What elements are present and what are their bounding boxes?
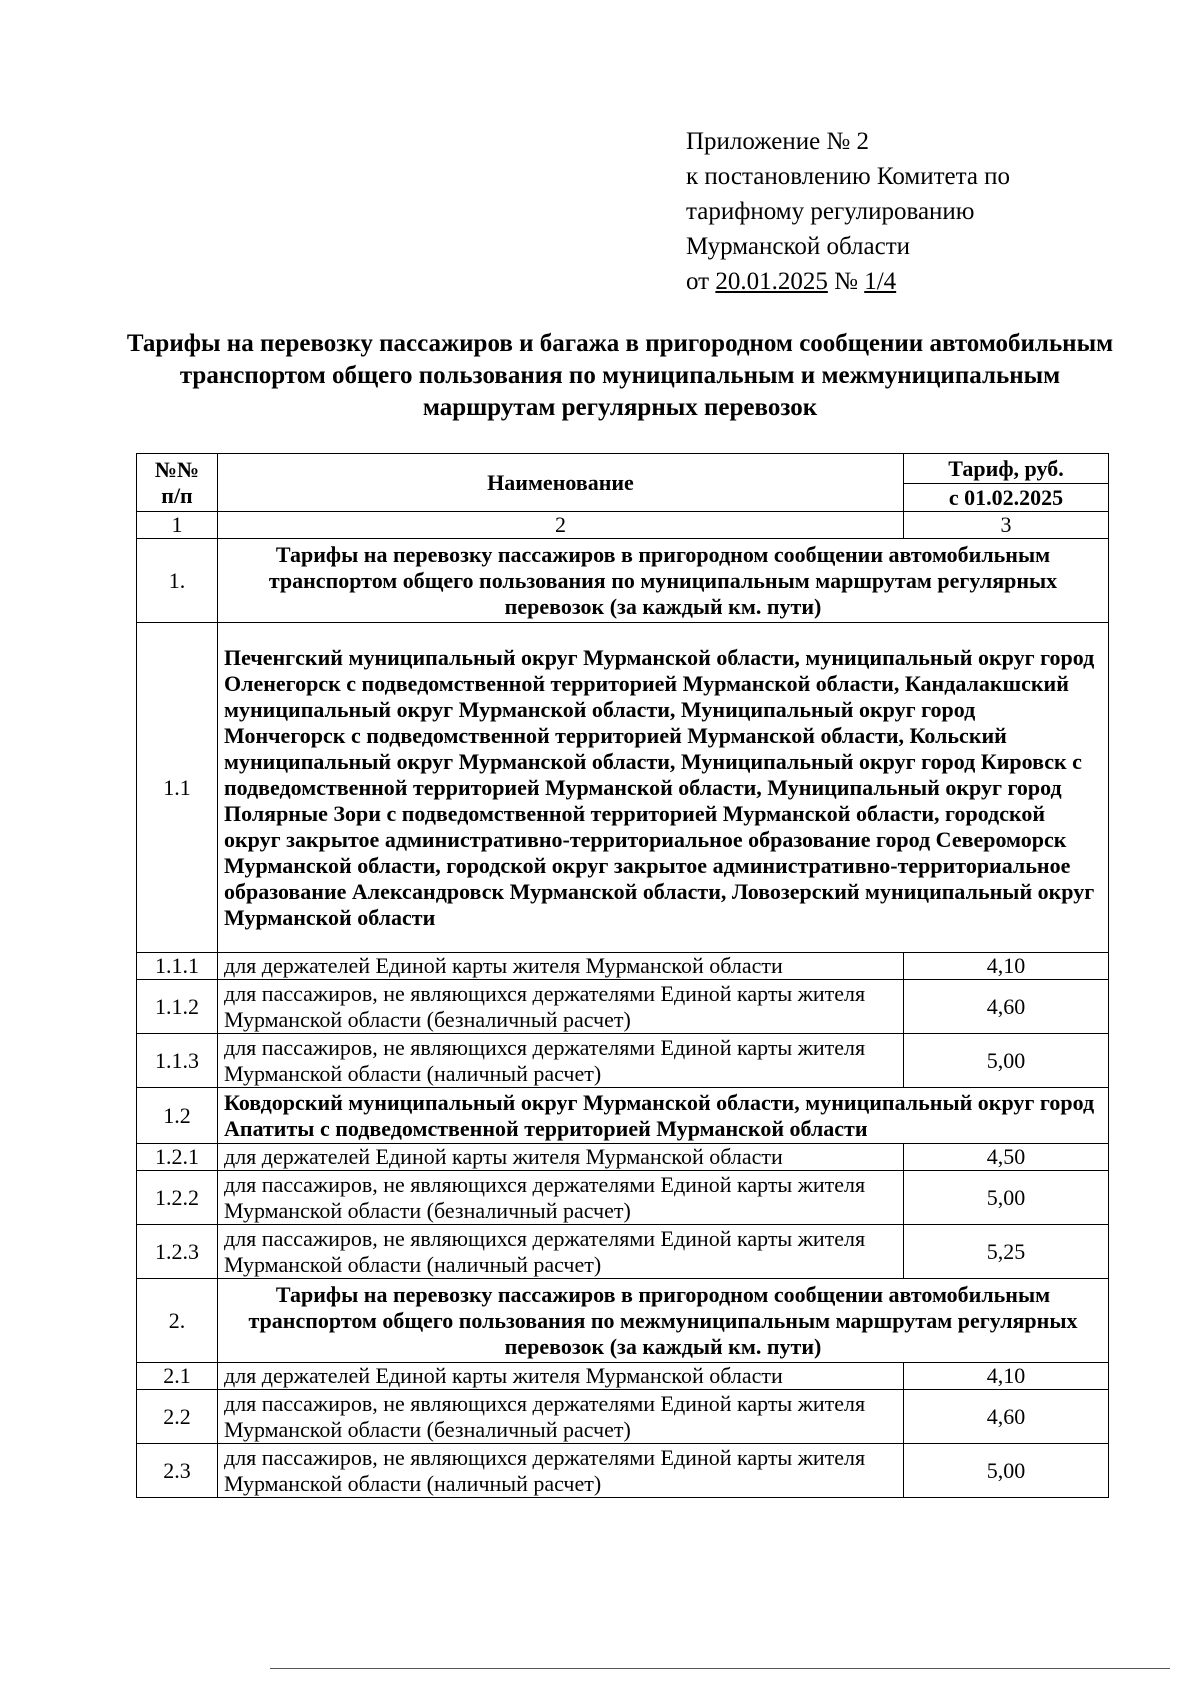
row-tariff: 5,00	[904, 1034, 1109, 1088]
row-tariff: 4,50	[904, 1144, 1109, 1171]
row-num: 2.1	[137, 1363, 218, 1390]
appendix-line-1: Приложение № 2	[686, 128, 870, 155]
tariff-table	[136, 453, 1109, 1498]
row-num: 1.2.1	[137, 1144, 218, 1171]
resolution-date: 20.01.2025	[715, 268, 828, 295]
row-tariff: 4,10	[904, 1363, 1109, 1390]
row-name: для пассажиров, не являющихся держателями Единой карты жителя Мурманской области (безналичный расчет)	[218, 1171, 904, 1225]
row-num: 1.1.1	[137, 953, 218, 980]
row-name: для пассажиров, не являющихся держателями Единой карты жителя Мурманской области (наличный расчет)	[218, 1034, 904, 1088]
header-date: с 01.02.2025	[904, 484, 1109, 512]
header-tariff: Тариф, руб.	[904, 454, 1109, 484]
row-tariff: 4,60	[904, 980, 1109, 1034]
appendix-date-line	[686, 264, 1010, 299]
table-row	[137, 1225, 1109, 1279]
column-index-3: 3	[904, 512, 1109, 539]
row-num: 2.	[137, 1279, 218, 1363]
bottom-divider	[270, 1668, 1170, 1669]
header-row	[137, 454, 1109, 484]
table-row	[137, 980, 1109, 1034]
row-tariff: 4,60	[904, 1390, 1109, 1444]
appendix-line-2: к постановлению Комитета по	[686, 163, 1011, 190]
row-num: 1.2.3	[137, 1225, 218, 1279]
table-row	[137, 1363, 1109, 1390]
appendix-block	[686, 124, 1010, 299]
section-title: Тарифы на перевозку пассажиров в пригородном сообщении автомобильным транспортом общего пользования по муниципальным маршрутам регулярных перевозок (за каждый км. пути)	[218, 539, 1109, 623]
header-num: №№ п/п	[137, 454, 218, 512]
row-num: 2.2	[137, 1390, 218, 1444]
document-title: Тарифы на перевозку пассажиров и багажа в пригородном сообщении автомобильным транспортом общего пользования по муниципальным и межмуниципальным маршрутам регулярных перевозок	[126, 330, 1114, 421]
row-num: 2.3	[137, 1444, 218, 1498]
row-name: для пассажиров, не являющихся держателями Единой карты жителя Мурманской области (безналичный расчет)	[218, 980, 904, 1034]
group-row	[137, 623, 1109, 953]
row-num: 1.	[137, 539, 218, 623]
section-row	[137, 539, 1109, 623]
table-row	[137, 1171, 1109, 1225]
row-num: 1.1.3	[137, 1034, 218, 1088]
row-name: для держателей Единой карты жителя Мурманской области	[218, 1144, 904, 1171]
row-name: для пассажиров, не являющихся держателями Единой карты жителя Мурманской области (наличный расчет)	[218, 1225, 904, 1279]
table-row	[137, 1034, 1109, 1088]
row-num: 1.1.2	[137, 980, 218, 1034]
appendix-line-3: тарифному регулированию	[686, 198, 975, 225]
table-row	[137, 1444, 1109, 1498]
row-name: для пассажиров, не являющихся держателями Единой карты жителя Мурманской области (наличный расчет)	[218, 1444, 904, 1498]
resolution-number: 1/4	[864, 268, 897, 295]
row-name: для держателей Единой карты жителя Мурманской области	[218, 1363, 904, 1390]
group-title: Печенгский муниципальный округ Мурманской области, муниципальный округ город Оленегорск с подведомственной территорией Мурманской области, Кандалакшский муниципальный округ Мурманской области, Муниципальный округ город Мончегорск с подведомственной территорией Мурманской области, Кольский муниципальный округ Мурманской области, Муниципальный округ город Кировск с подведомственной территорией Мурманской области, Муниципальный округ город Полярные Зори с подведомственной территорией Мурманской области, городской округ закрытое административно-территориальное образование город Североморск Мурманской области, городской округ закрытое административно-территориальное образование Александровск Мурманской области, Ловозерский муниципальный округ Мурманской области	[218, 623, 1109, 953]
section-title: Тарифы на перевозку пассажиров в пригородном сообщении автомобильным транспортом общего пользования по межмуниципальным маршрутам регулярных перевозок (за каждый км. пути)	[218, 1279, 1109, 1363]
section-row	[137, 1279, 1109, 1363]
row-name: для пассажиров, не являющихся держателями Единой карты жителя Мурманской области (безналичный расчет)	[218, 1390, 904, 1444]
group-title: Ковдорский муниципальный округ Мурманской области, муниципальный округ город Апатиты с подведомственной территорией Мурманской области	[218, 1088, 1109, 1144]
date-prefix: от	[686, 268, 716, 295]
row-num: 1.2	[137, 1088, 218, 1144]
appendix-line-4: Мурманской области	[686, 233, 911, 260]
header-name: Наименование	[218, 454, 904, 512]
row-num: 1.1	[137, 623, 218, 953]
row-tariff: 4,10	[904, 953, 1109, 980]
row-tariff: 5,00	[904, 1444, 1109, 1498]
table-row	[137, 1390, 1109, 1444]
column-index-row	[137, 512, 1109, 539]
row-num: 1.2.2	[137, 1171, 218, 1225]
table-row	[137, 1144, 1109, 1171]
column-index-2: 2	[218, 512, 904, 539]
row-name: для держателей Единой карты жителя Мурманской области	[218, 953, 904, 980]
group-row	[137, 1088, 1109, 1144]
row-tariff: 5,00	[904, 1171, 1109, 1225]
number-prefix: №	[827, 268, 865, 295]
row-tariff: 5,25	[904, 1225, 1109, 1279]
table-row	[137, 953, 1109, 980]
column-index-1: 1	[137, 512, 218, 539]
